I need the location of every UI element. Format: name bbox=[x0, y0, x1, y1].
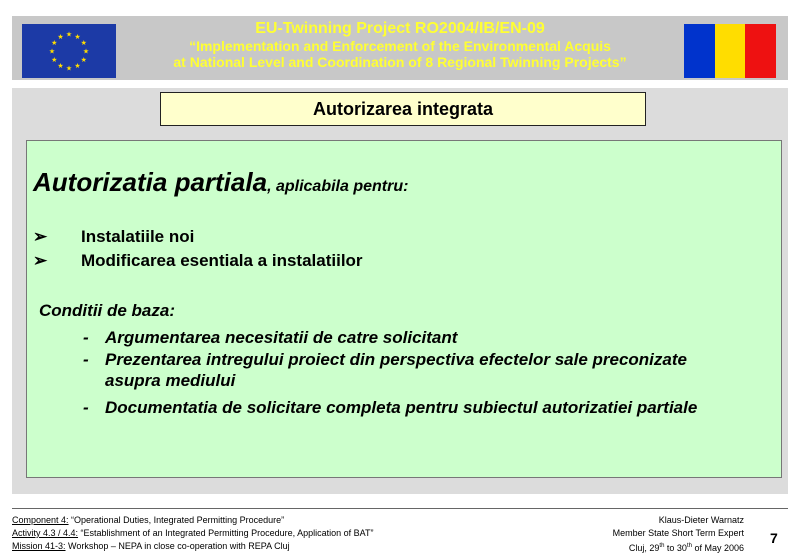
eu-star-icon: ★ bbox=[74, 33, 81, 41]
eu-star-icon: ★ bbox=[74, 63, 81, 71]
footer-info bbox=[12, 514, 374, 553]
mission-text: Workshop – NEPA in close co-operation with REPA Cluj bbox=[65, 541, 290, 551]
footer-divider bbox=[12, 508, 788, 509]
component-label: Component 4: bbox=[12, 515, 69, 525]
dash-bullet: - bbox=[83, 350, 89, 369]
date-prefix: Cluj, 29 bbox=[628, 543, 660, 553]
date-sup1: th bbox=[659, 543, 665, 549]
activity-text: “Establishment of an Integrated Permitting Procedure, Application of BAT” bbox=[78, 528, 374, 538]
arrow-bullet-icon: ➢ bbox=[33, 227, 48, 246]
date-suffix: of May 2006 bbox=[691, 543, 744, 553]
eu-star-icon: ★ bbox=[57, 33, 64, 41]
eu-flag-icon bbox=[22, 24, 116, 78]
list-item bbox=[33, 251, 363, 271]
date-mid: to 30 bbox=[664, 543, 687, 553]
slide-title: Autorizarea integrata bbox=[160, 92, 646, 126]
slide-content bbox=[12, 88, 788, 494]
footer-author bbox=[560, 514, 744, 555]
author-role: Member State Short Term Expert bbox=[612, 528, 744, 538]
flag-stripe-red bbox=[745, 24, 776, 78]
eu-star-icon: ★ bbox=[48, 48, 56, 56]
footer-mission bbox=[12, 540, 374, 553]
header-title-line2: “Implementation and Enforcement of the Environmental Acquis bbox=[189, 38, 611, 54]
flag-stripe-blue bbox=[684, 24, 715, 78]
romania-flag-icon bbox=[684, 24, 776, 78]
eu-star-icon: ★ bbox=[80, 40, 87, 47]
condition-item bbox=[83, 349, 743, 391]
eu-star-icon: ★ bbox=[65, 65, 73, 73]
eu-star-icon: ★ bbox=[57, 63, 64, 71]
conditions-label: Conditii de baza: bbox=[39, 301, 175, 320]
eu-star-icon: ★ bbox=[80, 57, 87, 64]
activity-label: Activity 4.3 / 4.4: bbox=[12, 528, 79, 538]
list-item bbox=[33, 227, 194, 247]
footer-component bbox=[12, 514, 374, 527]
condition-text: Documentatia de solicitare completa pentru subiectul autorizatiei partiale bbox=[105, 398, 698, 417]
heading-main: Autorizatia partiala bbox=[33, 167, 268, 197]
header-title bbox=[122, 20, 678, 70]
flag-stripe-yellow bbox=[715, 24, 746, 78]
content-heading bbox=[33, 167, 408, 198]
bullet-text: Modificarea esentiala a instalatiilor bbox=[81, 251, 363, 270]
mission-label: Mission 41-3: bbox=[12, 541, 66, 551]
content-box bbox=[26, 140, 782, 478]
eu-star-icon: ★ bbox=[65, 31, 73, 39]
header-title-line3: at National Level and Coordination of 8 Regional Twinning Projects” bbox=[173, 54, 627, 70]
dash-bullet: - bbox=[83, 328, 89, 347]
condition-text: Argumentarea necesitatii de catre solicitant bbox=[105, 328, 458, 347]
eu-star-icon: ★ bbox=[82, 48, 90, 56]
component-text: “Operational Duties, Integrated Permitting Procedure” bbox=[68, 515, 285, 525]
author-name: Klaus-Dieter Warnatz bbox=[658, 515, 744, 525]
arrow-bullet-icon: ➢ bbox=[33, 251, 48, 270]
condition-text: Prezentarea intregului proiect din perspectiva efectelor sale preconizate asupra mediului bbox=[105, 350, 687, 390]
page-number: 7 bbox=[770, 530, 778, 546]
header-title-line1: EU-Twinning Project RO2004/IB/EN-09 bbox=[255, 20, 545, 37]
header-bar bbox=[12, 16, 788, 80]
footer-activity bbox=[12, 527, 374, 540]
condition-item bbox=[83, 397, 763, 418]
date-sup2: th bbox=[686, 543, 692, 549]
bullet-text: Instalatiile noi bbox=[81, 227, 195, 246]
condition-item bbox=[83, 327, 743, 348]
dash-bullet: - bbox=[83, 398, 89, 417]
eu-star-icon: ★ bbox=[51, 40, 58, 47]
eu-star-icon: ★ bbox=[51, 57, 58, 64]
heading-rest: , aplicabila pentru: bbox=[267, 178, 409, 195]
